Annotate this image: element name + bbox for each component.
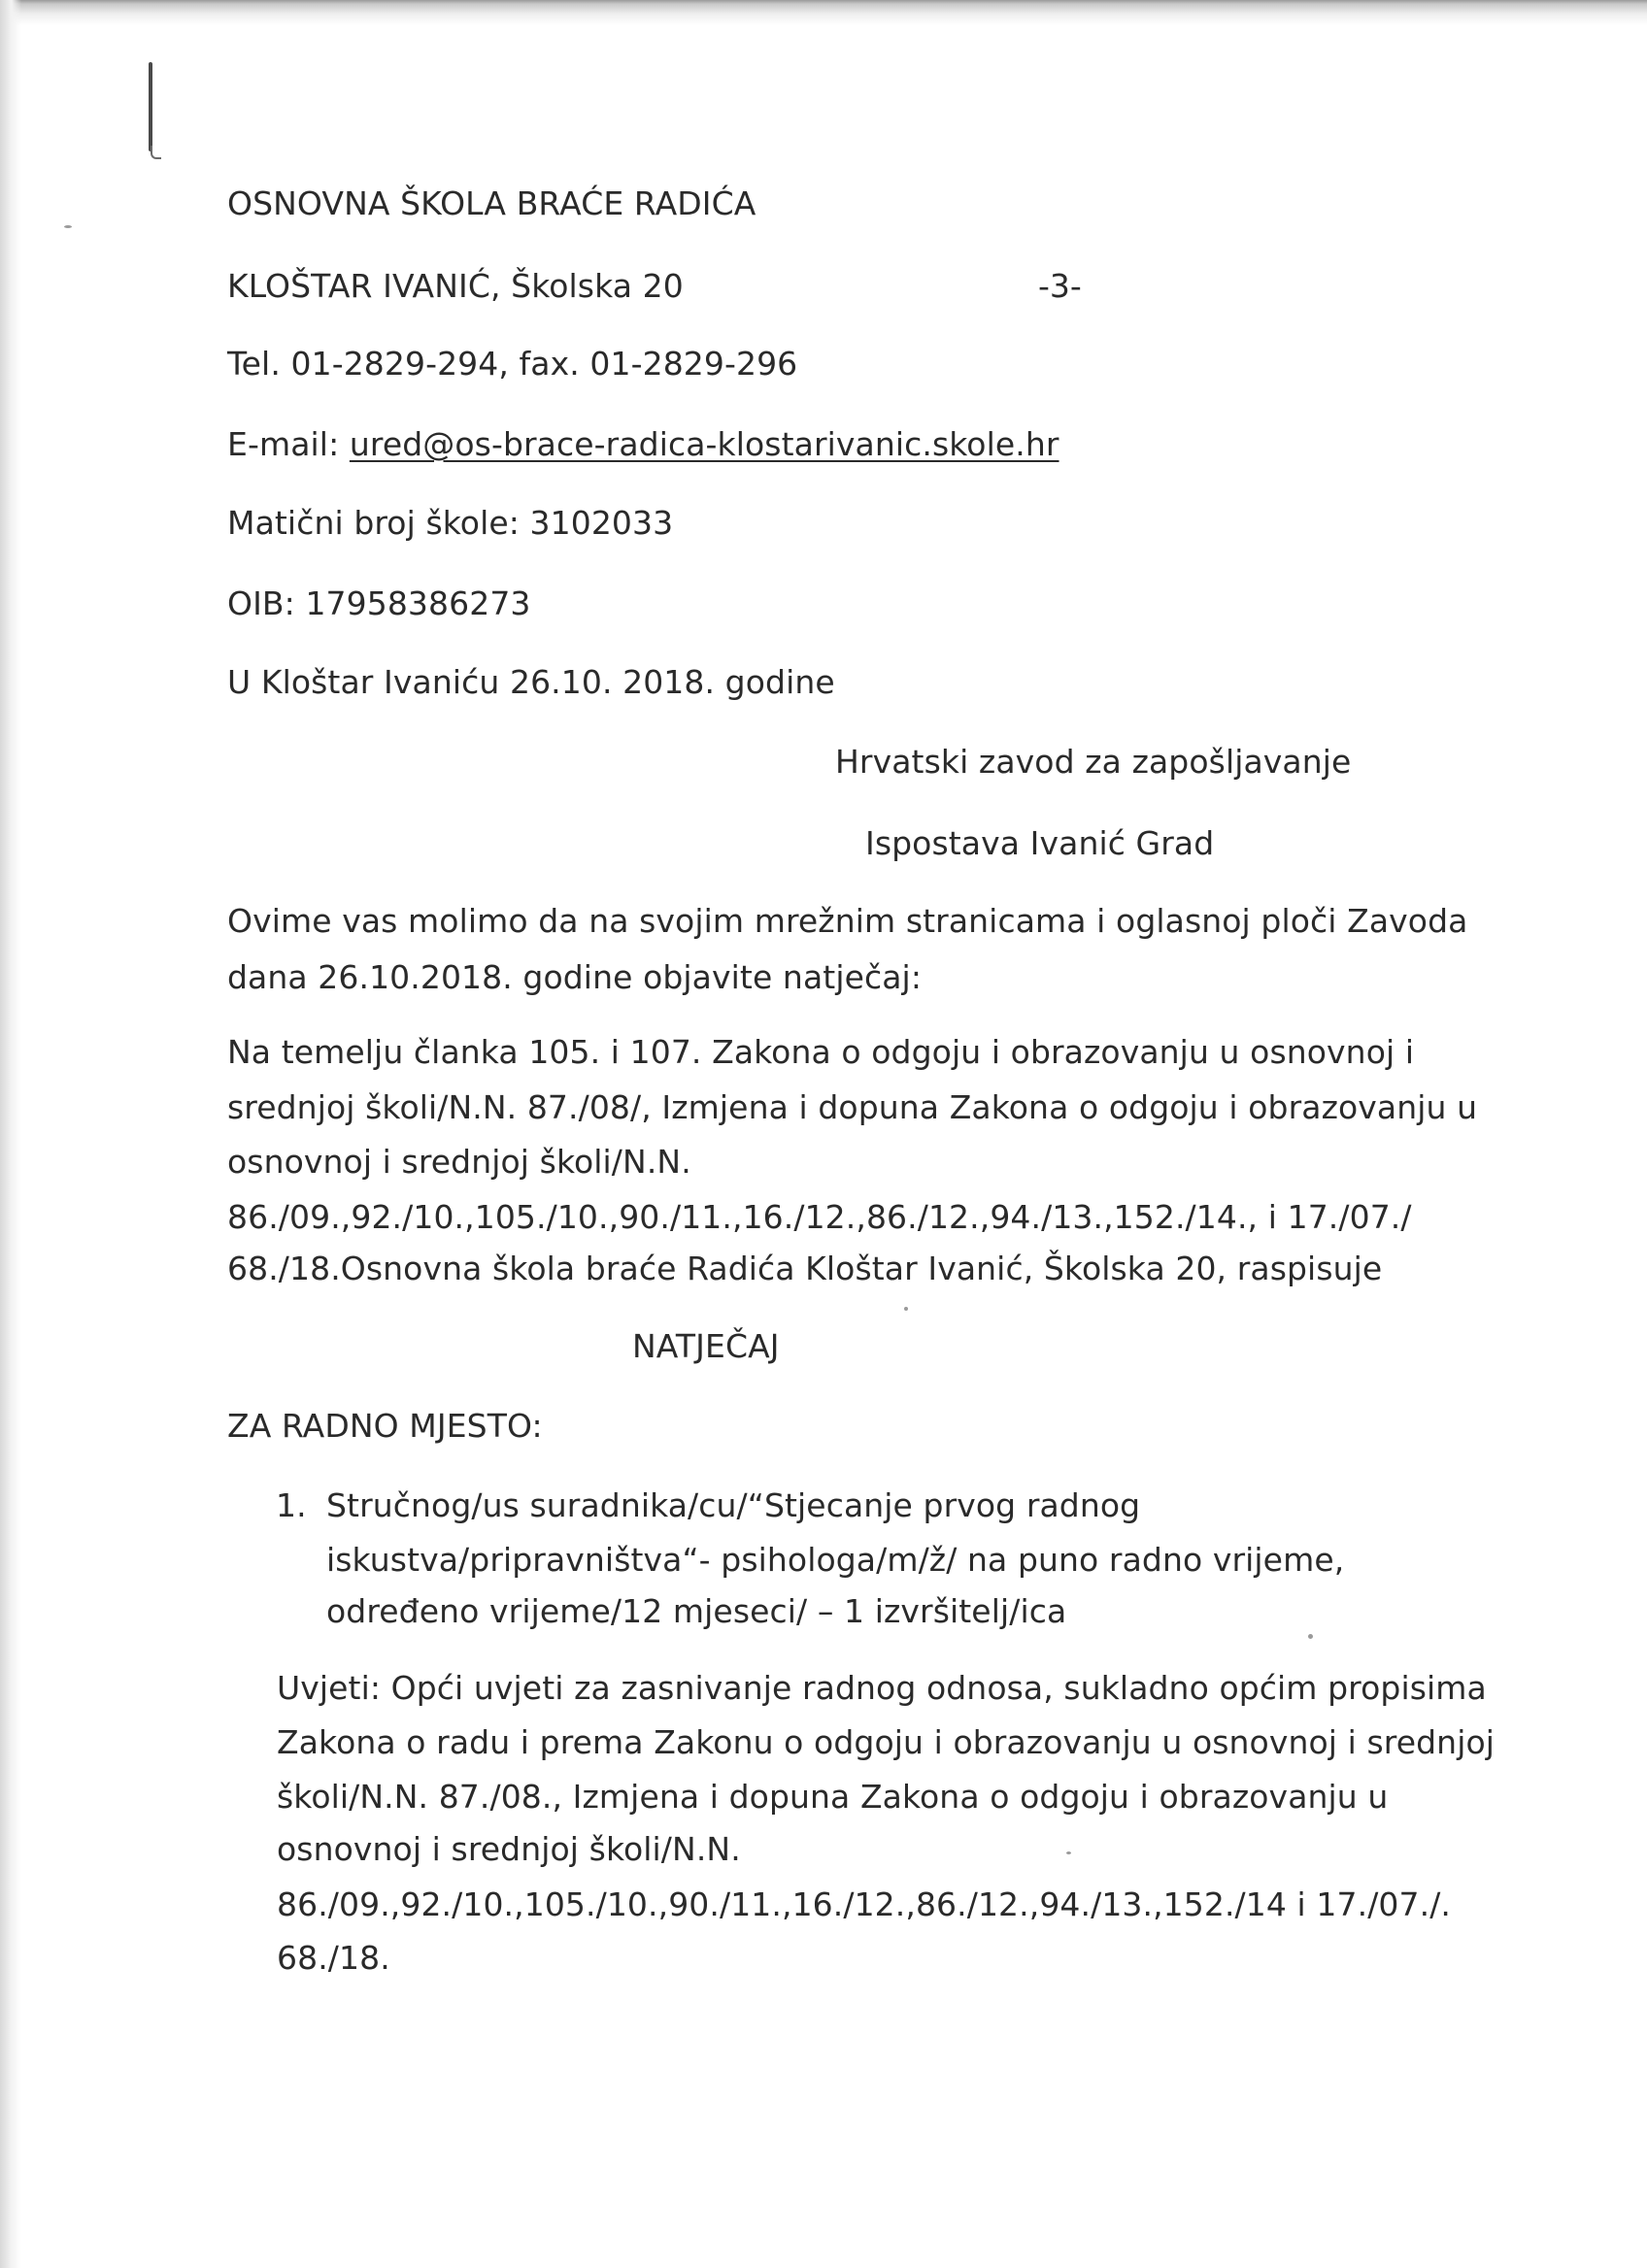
request-line: Ovime vas molimo da na svojim mrežnim stranicama i oglasnoj ploči Zavoda — [227, 902, 1468, 940]
item-number: 1. — [276, 1486, 307, 1524]
legal-basis-line: Na temelju članka 105. i 107. Zakona o odgoju i obrazovanju u osnovnoj i — [227, 1033, 1415, 1071]
registration-number: Matični broj škole: 3102033 — [227, 504, 674, 542]
recipient-branch: Ispostava Ivanić Grad — [865, 824, 1215, 862]
position-label: ZA RADNO MJESTO: — [227, 1407, 543, 1445]
conditions-line: Zakona o radu i prema Zakonu o odgoju i obrazovanju u osnovnoj i srednjoj — [277, 1723, 1496, 1761]
conditions-line: školi/N.N. 87./08., Izmjena i dopuna Zakona o odgoju i obrazovanju u — [277, 1778, 1389, 1816]
school-name: OSNOVNA ŠKOLA BRAĆE RADIĆA — [227, 184, 756, 222]
legal-basis-line: osnovnoj i srednjoj školi/N.N. — [227, 1143, 691, 1181]
request-line: dana 26.10.2018. godine objavite natječaj: — [227, 958, 923, 996]
email-link[interactable]: ured@os-brace-radica-klostarivanic.skole.hr — [349, 425, 1059, 463]
conditions-line: osnovnoj i srednjoj školi/N.N. — [277, 1830, 741, 1868]
oib: OIB: 17958386273 — [227, 584, 531, 622]
conditions-line: 68./18. — [277, 1939, 390, 1977]
legal-basis-line: srednjoj školi/N.N. 87./08/, Izmjena i dopuna Zakona o odgoju i obrazovanju u — [227, 1088, 1478, 1126]
pen-mark — [149, 62, 152, 151]
legal-basis-line: 68./18.Osnovna škola braće Radića Kloštar Ivanić, Školska 20, raspisuje — [227, 1250, 1383, 1287]
conditions-line: Uvjeti: Opći uvjeti za zasnivanje radnog odnosa, sukladno općim propisima — [277, 1669, 1487, 1707]
email-line — [227, 425, 1059, 463]
item-line: određeno vrijeme/12 mjeseci/ – 1 izvršitelj/ica — [326, 1592, 1067, 1630]
recipient-institution: Hrvatski zavod za zapošljavanje — [835, 743, 1352, 781]
scan-left-edge — [0, 0, 21, 2268]
legal-basis-line: 86./09.,92./10.,105./10.,90./11.,16./12.,86./12.,94./13.,152./14., i 17./07./ — [227, 1198, 1412, 1236]
conditions-line: 86./09.,92./10.,105./10.,90./11.,16./12.,86./12.,94./13.,152./14 i 17./07./. — [277, 1885, 1452, 1923]
item-line: iskustva/pripravništva“- psihologa/m/ž/ na puno radno vrijeme, — [326, 1541, 1345, 1579]
place-date: U Kloštar Ivaniću 26.10. 2018. godine — [227, 663, 835, 701]
pen-mark-hook — [151, 146, 161, 159]
phone-fax: Tel. 01-2829-294, fax. 01-2829-296 — [227, 345, 798, 383]
school-address: KLOŠTAR IVANIĆ, Školska 20 — [227, 267, 684, 305]
natjecaj-heading: NATJEČAJ — [632, 1327, 780, 1365]
page-number: -3- — [1038, 267, 1082, 305]
scan-top-edge — [0, 0, 1647, 25]
item-line: Stručnog/us suradnika/cu/“Stjecanje prvog radnog — [326, 1486, 1141, 1524]
email-label: E-mail: — [227, 425, 350, 463]
